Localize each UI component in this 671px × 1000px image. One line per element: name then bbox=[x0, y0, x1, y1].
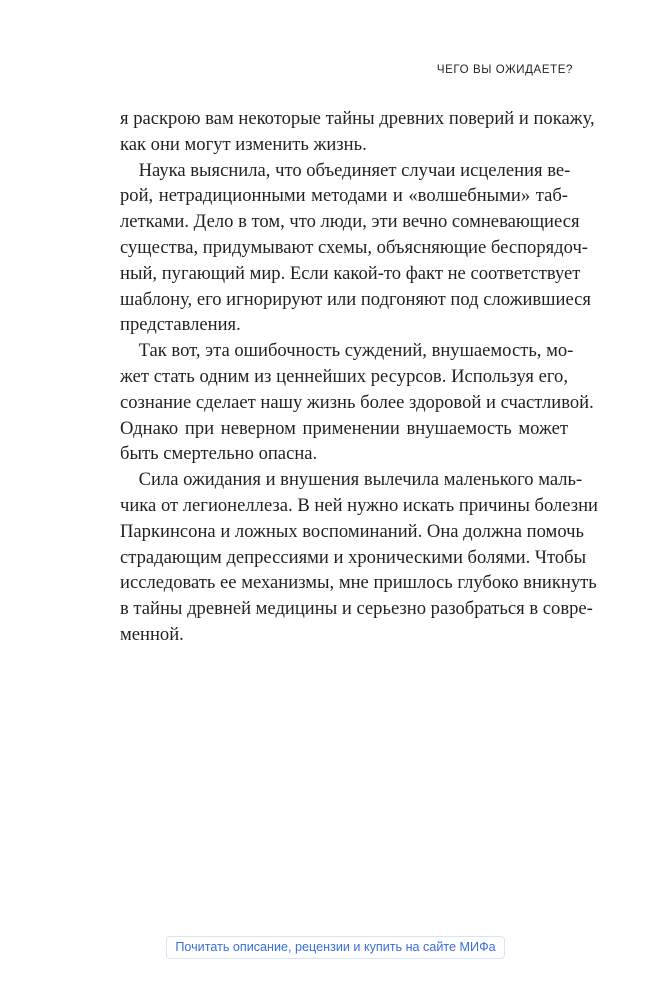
text-line: рой, нетрадиционными методами и «волшебными» таб- bbox=[120, 185, 568, 207]
text-line: летками. Дело в том, что люди, эти вечно сомневающиеся bbox=[120, 211, 580, 233]
text-line: я раскрою вам некоторые тайны древних поверий и покажу, bbox=[120, 108, 595, 129]
text-line: Сила ожидания и внушения вылечила маленького маль- bbox=[120, 469, 583, 491]
paragraph bbox=[120, 158, 591, 339]
text-line: Однако при неверном применении внушаемость может bbox=[120, 417, 568, 439]
running-head: ЧЕГО ВЫ ОЖИДАЕТЕ? bbox=[436, 64, 573, 76]
text-line: страдающим депрессиями и хроническими болями. Чтобы bbox=[120, 546, 587, 568]
text-line: в тайны древней медицины и серьезно разобраться в совре- bbox=[120, 598, 593, 620]
text-line: сознание сделает нашу жизнь более здоровой и счастливой. bbox=[120, 391, 594, 413]
buy-on-mif-link[interactable]: Почитать описание, рецензии и купить на сайте МИФа bbox=[166, 936, 504, 959]
text-line: ный, пугающий мир. Если какой-то факт не соответствует bbox=[120, 262, 581, 284]
text-line: Так вот, эта ошибочность суждений, внушаемость, мо- bbox=[120, 340, 574, 362]
text-line: как они могут изменить жизнь. bbox=[120, 133, 367, 155]
text-line: быть смертельно опасна. bbox=[120, 443, 318, 465]
paragraph bbox=[120, 467, 599, 648]
text-line: Паркинсона и ложных воспоминаний. Она должна помочь bbox=[120, 520, 584, 542]
text-line: менной. bbox=[120, 623, 184, 645]
text-line: шаблону, его игнорируют или подгоняют под сложившиеся bbox=[120, 288, 591, 310]
paragraph bbox=[120, 338, 594, 467]
text-line: Наука выяснила, что объединяет случаи исцеления ве- bbox=[120, 159, 571, 181]
footer bbox=[0, 936, 671, 959]
paragraph bbox=[120, 106, 595, 158]
text-line: исследовать ее механизмы, мне пришлось глубоко вникнуть bbox=[120, 572, 597, 594]
text-line: чика от легионеллеза. В ней нужно искать причины болезни bbox=[120, 494, 599, 516]
body-text bbox=[120, 106, 599, 648]
text-line: представления. bbox=[120, 314, 241, 336]
text-line: существа, придумывают схемы, объясняющие беспорядоч- bbox=[120, 236, 589, 258]
text-line: жет стать одним из ценнейших ресурсов. Используя его, bbox=[120, 365, 568, 387]
